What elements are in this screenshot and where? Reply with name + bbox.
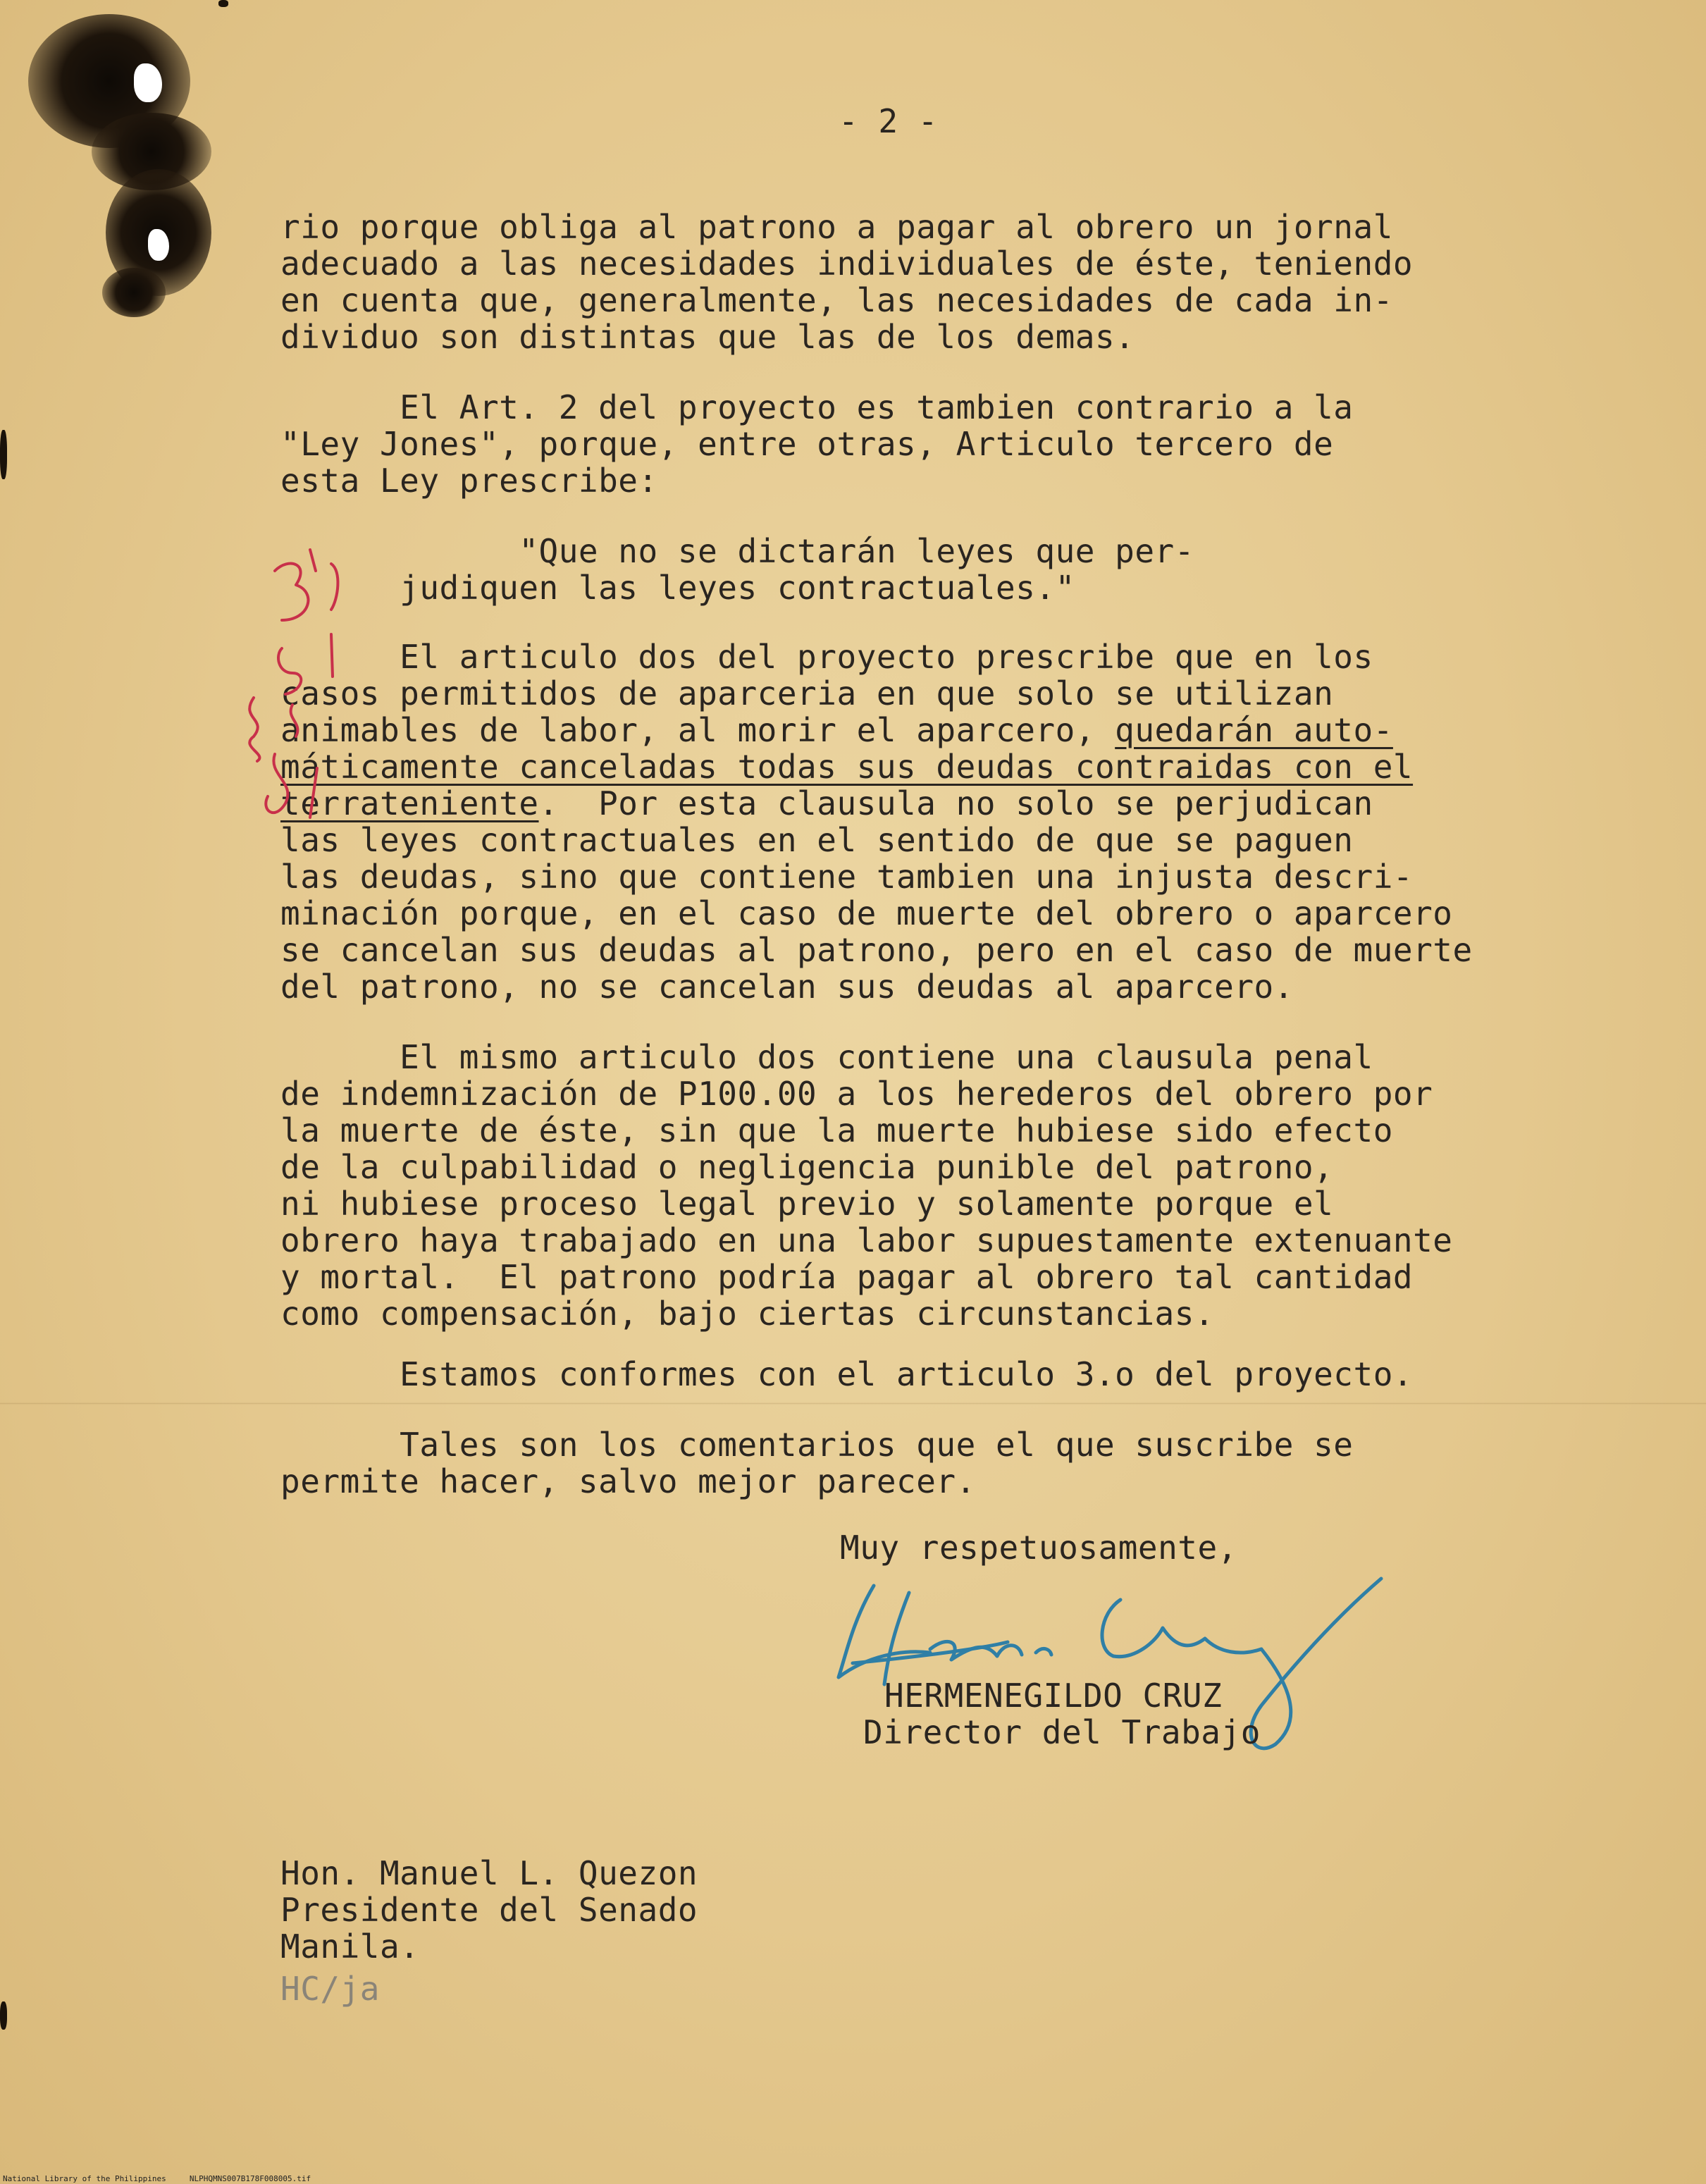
underlined-text: máticamente canceladas todas sus deudas contraidas con el (280, 748, 1414, 786)
underlined-text: quedarán auto- (1115, 711, 1393, 749)
paragraph-4-line: la muerte de éste, sin que la muerte hubiese sido efecto (280, 1111, 1393, 1149)
paragraph-2-line: El Art. 2 del proyecto es tambien contrario a la (280, 388, 1354, 426)
paragraph-2-line: "Ley Jones", porque, entre otras, Articulo tercero de (280, 425, 1334, 463)
paragraph-3-line: minación porque, en el caso de muerte del obrero o aparcero (280, 894, 1453, 932)
paragraph-4-line: ni hubiese proceso legal previo y solamente porque el (280, 1185, 1334, 1223)
address-line: Manila. (280, 1927, 420, 1966)
paragraph-3-line (280, 712, 1393, 748)
paragraph-3-line (280, 785, 1373, 822)
paragraph-2-line: esta Ley prescribe: (280, 462, 658, 500)
edge-mark (0, 430, 7, 479)
paragraph-3-line: las deudas, sino que contiene tambien una injusta descri- (280, 858, 1414, 896)
paragraph-4-line: El mismo articulo dos contiene una clausula penal (280, 1038, 1373, 1076)
edge-mark (0, 2001, 7, 2030)
paragraph-1-line: dividuo son distintas que las de los demas. (280, 318, 1135, 356)
paragraph-1-line: en cuenta que, generalmente, las necesidades de cada in- (280, 281, 1393, 319)
address-line: Presidente del Senado (280, 1891, 698, 1929)
burn-hole (148, 229, 169, 261)
plain-text: animables de labor, al morir el aparcero, (280, 711, 1115, 749)
signer-name: HERMENEGILDO CRUZ (884, 1677, 1223, 1715)
paragraph-4-line: de indemnización de P100.00 a los herederos del obrero por (280, 1075, 1433, 1113)
paragraph-3-line: del patrono, no se cancelan sus deudas al aparcero. (280, 968, 1294, 1006)
quote-line: "Que no se dictarán leyes que per- (280, 532, 1194, 570)
paragraph-4-line: obrero haya trabajado en una labor supuestamente extenuante (280, 1221, 1453, 1259)
page-number: - 2 - (839, 102, 938, 140)
signer-title: Director del Trabajo (863, 1713, 1261, 1751)
margin-annotation (225, 543, 366, 832)
underlined-text: terrateniente (280, 784, 539, 822)
paragraph-6-line: Tales son los comentarios que el que suscribe se (280, 1426, 1354, 1464)
paper-fold-line (0, 1402, 1706, 1405)
plain-text: . Por esta clausula no solo se perjudican (538, 784, 1373, 822)
burn-mark-small (102, 268, 166, 317)
salutation: Muy respetuosamente, (840, 1529, 1237, 1567)
paragraph-4-line: de la culpabilidad o negligencia punible del patrono, (280, 1148, 1334, 1186)
paragraph-1-line: adecuado a las necesidades individuales de éste, teniendo (280, 245, 1414, 283)
paragraph-4-line: y mortal. El patrono podría pagar al obrero tal cantidad (280, 1258, 1414, 1296)
burn-hole (134, 63, 162, 102)
address-line: Hon. Manuel L. Quezon (280, 1854, 698, 1892)
paragraph-5-line: Estamos conformes con el articulo 3.o del proyecto. (280, 1355, 1414, 1393)
paragraph-3-line: se cancelan sus deudas al patrono, pero en el caso de muerte (280, 931, 1473, 969)
paragraph-6-line: permite hacer, salvo mejor parecer. (280, 1462, 976, 1500)
paragraph-1-line: rio porque obliga al patrono a pagar al obrero un jornal (280, 208, 1393, 246)
paragraph-4-line: como compensación, bajo ciertas circunstancias. (280, 1295, 1215, 1333)
typist-initials: HC/ja (280, 1970, 380, 2008)
paragraph-3-line: casos permitidos de aparceria en que solo se utilizan (280, 674, 1334, 712)
paragraph-3-line: El articulo dos del proyecto prescribe que en los (280, 638, 1373, 676)
edge-mark (218, 0, 228, 7)
paragraph-3-line: las leyes contractuales en el sentido de que se paguen (280, 821, 1354, 859)
archive-footer: National Library of the Philippines NLPHQMNS007B178F008005.tif (3, 2174, 311, 2183)
quote-line: judiquen las leyes contractuales." (280, 569, 1075, 607)
paragraph-3-line (280, 748, 1413, 785)
